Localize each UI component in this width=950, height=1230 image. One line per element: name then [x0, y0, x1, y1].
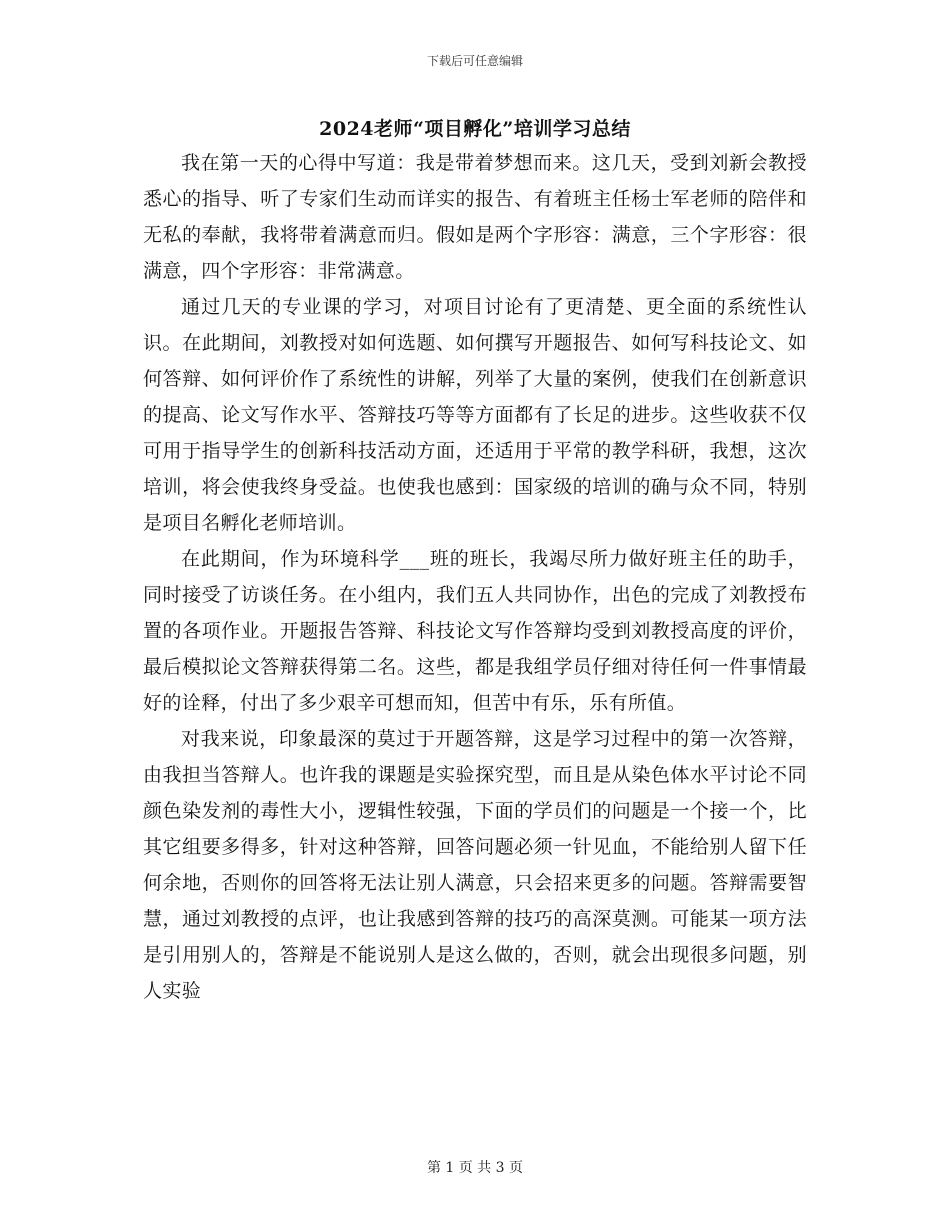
paragraph-1: 我在第一天的心得中写道：我是带着梦想而来。这几天，受到刘新会教授悉心的指导、听了专家们生动而详实的报告、有着班主任杨士军老师的陪伴和无私的奉献，我将带着满意而归。假如是两个字形容：满意，三个字形容：很满意，四个字形容：非常满意。 [143, 152, 807, 282]
page-number: 第 1 页 共 3 页 [426, 1160, 524, 1176]
page-header: 下载后可任意编辑 [426, 54, 523, 68]
paragraph-3: 在此期间，作为环境科学___班的班长，我竭尽所力做好班主任的助手，同时接受了访谈任务。在小组内，我们五人共同协作，出色的完成了刘教授布置的各项作业。开题报告答辩、科技论文写作答辩均受到刘教授高度的评价，最后模拟论文答辩获得第二名。这些，都是我组学员仔细对待任何一件事情最好的诠释，付出了多少艰辛可想而知，但苦中有乐，乐有所值。 [143, 548, 807, 714]
document-title: 2024老师“项目孵化”培训学习总结 [319, 118, 631, 140]
document-body [143, 145, 807, 1009]
paragraph-2: 通过几天的专业课的学习，对项目讨论有了更清楚、更全面的系统性认识。在此期间，刘教授对如何选题、如何撰写开题报告、如何写科技论文、如何答辩、如何评价作了系统性的讲解，列举了大量的案例，使我们在创新意识的提高、论文写作水平、答辩技巧等等方面都有了长足的进步。这些收获不仅可用于指导学生的创新科技活动方面，还适用于平常的教学科研，我想，这次培训，将会使我终身受益。也使我也感到：国家级的培训的确与众不同，特别是项目名孵化老师培训。 [143, 296, 807, 534]
paragraph-4: 对我来说，印象最深的莫过于开题答辩，这是学习过程中的第一次答辩，由我担当答辩人。也许我的课题是实验探究型，而且是从染色体水平讨论不同颜色染发剂的毒性大小，逻辑性较强，下面的学员们的问题是一个接一个，比其它组要多得多，针对这种答辩，回答问题必须一针见血，不能给别人留下任何余地，否则你的回答将无法让别人满意，只会招来更多的问题。答辩需要智慧，通过刘教授的点评，也让我感到答辩的技巧的高深莫测。可能某一项方法是引用别人的，答辩是不能说别人是这么做的，否则，就会出现很多问题，别人实验 [143, 728, 807, 1002]
